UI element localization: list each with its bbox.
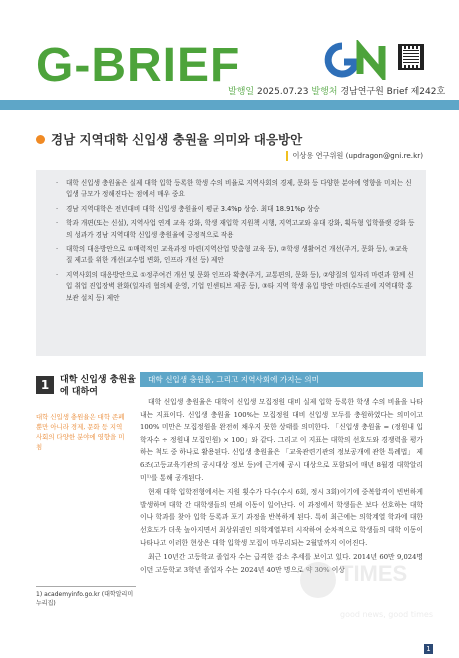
- section-number: 1: [36, 376, 54, 394]
- body-paragraph: 대학 신입생 충원율은 대학이 신입생 모집정원 대비 실제 입학 등록한 학생 수의 비율을 나타내는 지표이다. 신입생 충원율 100%는 모집정원 대비 신입생 모두를 충원하였다는 의미이고 100% 미만은 모집정원을 완전히 채우지 못한 상태를 의미한다. 「신입생 충원율 = (정원내 입학자수 ÷ 정원내 모집인원) × 100」와 같다. 그리고 이 지표는 대학의 선호도와 경쟁력을 평가하는 척도 중 하나로 활용된다. 신입생 충원율은 「교육관련기관의 정보공개에 관한 특례법」 제6조(고등교육기관의 공시대상 정보 등)에 근거해 공시 대상으로 포함되어 매년 8월경 대학알리미¹⁾를 통해 공개된다.: [140, 398, 423, 482]
- body-paragraph: 최근 10년간 고등학교 졸업자 수는 급격한 감소 추세를 보이고 있다. 2014년 60만 9,024명이던 고등학교 3학년 졸업자 수는 2024년 40만 명으로 약 30% 이상: [140, 553, 423, 574]
- summary-item: · 지역사회의 대응방안으로 ①정주여건 개선 및 문화 인프라 확충(주거, 교통편의, 문화 등), ②양질의 일자리 마련과 함께 신입 취업 진입장벽 완화(일자리 협의체 운영, 기업 인센티브 제공 등), ③타 지역 학생 유입 방안 마련(수도권에 지역대학 홍보관 설치 등) 제안: [52, 270, 416, 304]
- section-note: 대학 신입생 충원율은 대학 존폐뿐만 아니라 경제, 문화 등 지역사회의 다양한 분야에 영향을 미침: [36, 413, 125, 451]
- section-title: 대학 신입생 충원율에 대하여: [60, 375, 136, 397]
- summary-item: · 대학의 대응방안으로 ①매력적인 교육과정 마련(지역산업 맞춤형 교육 등), ②학생 생활여건 개선(주거, 문화 등), ③교육 질 제고를 위한 개선(교수법 변화, 인프라 개선 등) 제안: [52, 244, 416, 267]
- page-number: 1: [424, 644, 433, 654]
- summary-box: [36, 170, 426, 356]
- section-band: 대학 신입생 충원율, 그리고 지역사회에 가지는 의미: [140, 372, 423, 387]
- body-text: [140, 396, 423, 578]
- qr-code-icon[interactable]: [398, 44, 424, 70]
- author-line: 이상용 연구위원 (updragon@gni.re.kr): [286, 151, 423, 161]
- footnote: 1) academyinfo.go.kr (대학알리미 누리집): [36, 586, 136, 608]
- header-divider: [0, 100, 459, 110]
- g-brief-logo: G-BRIEF: [36, 39, 241, 92]
- page-title: 경남 지역대학 신입생 충원율 의미와 대응방안: [36, 130, 302, 148]
- bullet-dot-icon: [36, 135, 45, 144]
- watermark-title: TIMES: [340, 561, 408, 586]
- issue-info: 발행일 2025.07.23 발행처 경남연구원 Brief 제242호: [228, 87, 446, 97]
- summary-item: · 경남 지역대학은 전년대비 대학 신입생 충원율이 평균 3.4%p 상승. 최대 18.91%p 상승: [52, 204, 416, 215]
- summary-item: · 대학 신입생 충원율은 실제 대학 입학 등록한 학생 수의 비율로 지역사회의 경제, 문화 등 다양한 분야에 영향을 미치는 신입생 규모가 정해진다는 점에서 매우 중요: [52, 178, 416, 201]
- watermark-subtitle: good news, good times: [340, 610, 434, 619]
- summary-item: · 학과 개편(또는 신설), 지역사업 연계 교육 강화, 학생 재입학 지원책 시행, 지역고교와 유대 강화, 획득형 입학플랫 강화 등의 성과가 경남 지역대학 신입생 충원율에 긍정적으로 작용: [52, 218, 416, 241]
- gn-logo-icon: [322, 40, 390, 80]
- header: [0, 0, 459, 118]
- body-paragraph: 현재 대학 입학전형에서는 지원 횟수가 다수(수시 6회, 정시 3회)이기에 중복합격이 빈번하게 발생하며 대학 간 대학생들의 연쇄 이동이 일어난다. 이 과정에서 학생들은 보다 선호하는 대학이나 학과를 찾아 입학 등록과 포기 과정을 반복하게 된다. 특히 최근에는 의학계열 학과에 대한 선호도가 더욱 높아지면서 최상위권인 의학계열부터 시작하여 순차적으로 학생들의 대학 이동이 나타나고 이러한 현상은 대학 입학생 모집이 마무리되는 2월말까지 이어진다.: [140, 488, 423, 547]
